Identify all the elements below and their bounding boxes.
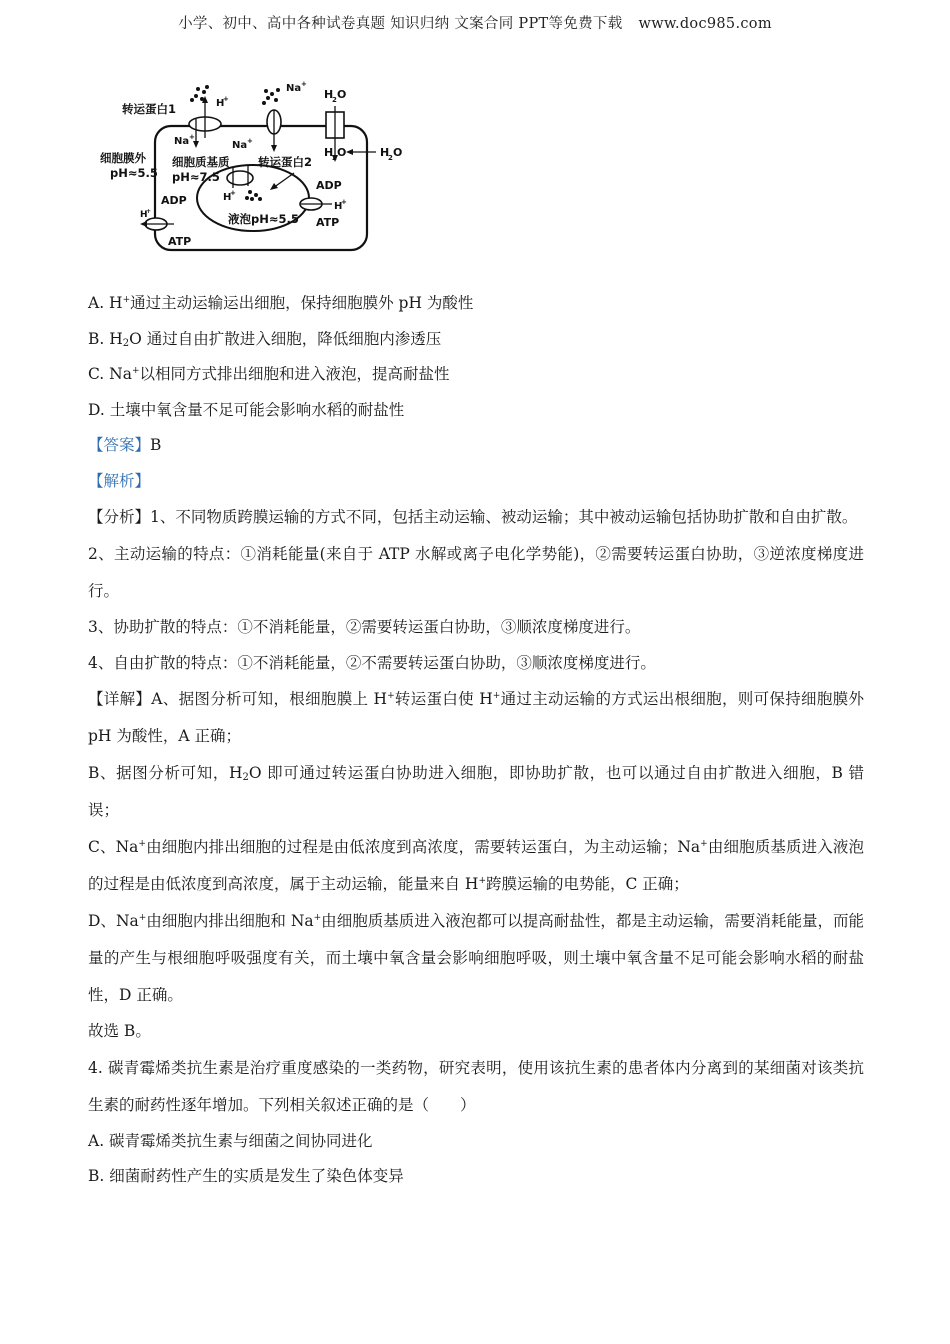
svg-text:O: O	[337, 88, 347, 101]
svg-text:+: +	[247, 137, 253, 145]
detail-c: C、Na+由细胞内排出细胞的过程是由低浓度到高浓度，需要转运蛋白，为主动运输；Na+由细胞质基质进入液泡的过程是由低浓度到高浓度，属于主动运输，能量来自 H+跨膜运输的电势能，C 正确；	[88, 838, 864, 893]
svg-text:H: H	[223, 192, 232, 203]
svg-text:H: H	[324, 88, 334, 101]
question4-option-b: B. 细菌耐药性产生的实质是发生了染色体变异	[88, 1167, 404, 1185]
option-d: D. 土壤中氧含量不足可能会影响水稻的耐盐性	[88, 400, 405, 419]
svg-text:H: H	[140, 210, 148, 220]
label-outside-ph: pH≈5.5	[110, 166, 158, 180]
detail-d: D、Na+由细胞内排出细胞和 Na+由细胞质基质进入液泡都可以提高耐盐性，都是主动运输，需要消耗能量，而能量的产生与根细胞呼吸强度有关，而土壤中氧含量会影响细胞呼吸，则土壤中氧含量不足可能会影响水稻的耐盐性，D 正确。	[88, 912, 864, 1004]
label-na-top: Na	[286, 83, 302, 94]
analysis-p3: 3、协助扩散的特点：①不消耗能量，②需要转运蛋白协助，③顺浓度梯度进行。	[88, 618, 641, 636]
option-b: B. $H_2O$ 通过自由扩散进入细胞，降低细胞内渗透压	[88, 329, 442, 349]
svg-text:H: H	[324, 146, 334, 159]
document-body	[88, 286, 864, 1195]
svg-text:+: +	[223, 95, 229, 103]
svg-text:+: +	[146, 208, 152, 215]
svg-text:2: 2	[332, 96, 337, 104]
cell-transport-diagram	[98, 78, 420, 256]
label-protein1: 转运蛋白1	[122, 102, 177, 116]
label-adp-right: ADP	[316, 179, 342, 192]
na-particles	[262, 88, 280, 105]
option-c: C. Na+以相同方式排出细胞和进入液泡，提高耐盐性	[88, 365, 450, 383]
analysis-p1: 【分析】1、不同物质跨膜运输的方式不同，包括主动运输、被动运输；其中被动运输包括协助扩散和自由扩散。	[88, 508, 858, 526]
detail-conclusion: 故选 B。	[88, 1022, 151, 1040]
svg-text:O: O	[393, 146, 403, 159]
detail-b: B、据图分析可知，$H_2O$ 即可通过转运蛋白协助进入细胞，即协助扩散，也可以通过自由扩散进入细胞，B 错误；	[88, 764, 864, 819]
label-outside: 细胞膜外	[100, 151, 146, 165]
label-atp-right: ATP	[316, 216, 340, 229]
analysis-p4: 4、自由扩散的特点：①不消耗能量，②不需要转运蛋白协助，③顺浓度梯度进行。	[88, 653, 656, 672]
vacuole-particles	[245, 190, 262, 201]
label-cytoplasm-ph: pH≈7.5	[172, 170, 220, 184]
svg-text:O: O	[337, 146, 347, 159]
svg-text:2: 2	[388, 154, 393, 162]
label-protein2: 转运蛋白2	[258, 155, 313, 169]
label-cytoplasm: 细胞质基质	[172, 155, 230, 169]
label-vacuole: 液泡pH≈5.5	[228, 212, 299, 226]
label-adp-left: ADP	[161, 194, 187, 207]
page-header	[0, 12, 950, 33]
header-title: 小学、初中、高中各种试卷真题 知识归纳 文案合同 PPT等免费下载	[178, 16, 623, 32]
svg-text:+: +	[230, 189, 236, 197]
answer	[88, 428, 864, 464]
svg-text:+: +	[341, 198, 347, 206]
svg-text:+: +	[301, 80, 307, 88]
option-a: A. H+通过主动运输运出细胞，保持细胞膜外 pH 为酸性	[88, 294, 474, 312]
analysis-p2: 2、主动运输的特点：①消耗能量(来自于 ATP 水解或离子电化学势能)，②需要转运蛋白协助，③逆浓度梯度进行。	[88, 545, 864, 600]
answer-value: B	[150, 436, 162, 454]
label-na-mid: Na	[232, 140, 248, 151]
label-atp-left: ATP	[168, 235, 192, 248]
label-na-left: Na	[174, 136, 190, 147]
protein2-shape	[227, 171, 253, 185]
question4-option-a: A. 碳青霉烯类抗生素与细菌之间协同进化	[88, 1131, 373, 1150]
detail-a: 【详解】A、据图分析可知，根细胞膜上 H+转运蛋白使 H+通过主动运输的方式运出根细胞，则可保持细胞膜外 pH 为酸性，A 正确；	[88, 690, 864, 745]
question4-stem: 4. 碳青霉烯类抗生素是治疗重度感染的一类药物，研究表明，使用该抗生素的患者体内分离到的某细菌对该类抗生素的耐药性逐年增加。下列相关叙述正确的是（ ）	[88, 1058, 864, 1114]
label-h-top: H	[216, 98, 225, 109]
answer-label: 【答案】	[88, 436, 151, 454]
svg-text:2: 2	[332, 154, 337, 162]
svg-text:H: H	[380, 146, 390, 159]
svg-text:H: H	[334, 201, 343, 212]
analysis-label: 【解析】	[88, 471, 151, 490]
header-site[interactable]: www.doc985.com	[638, 16, 772, 32]
svg-text:+: +	[189, 133, 195, 141]
